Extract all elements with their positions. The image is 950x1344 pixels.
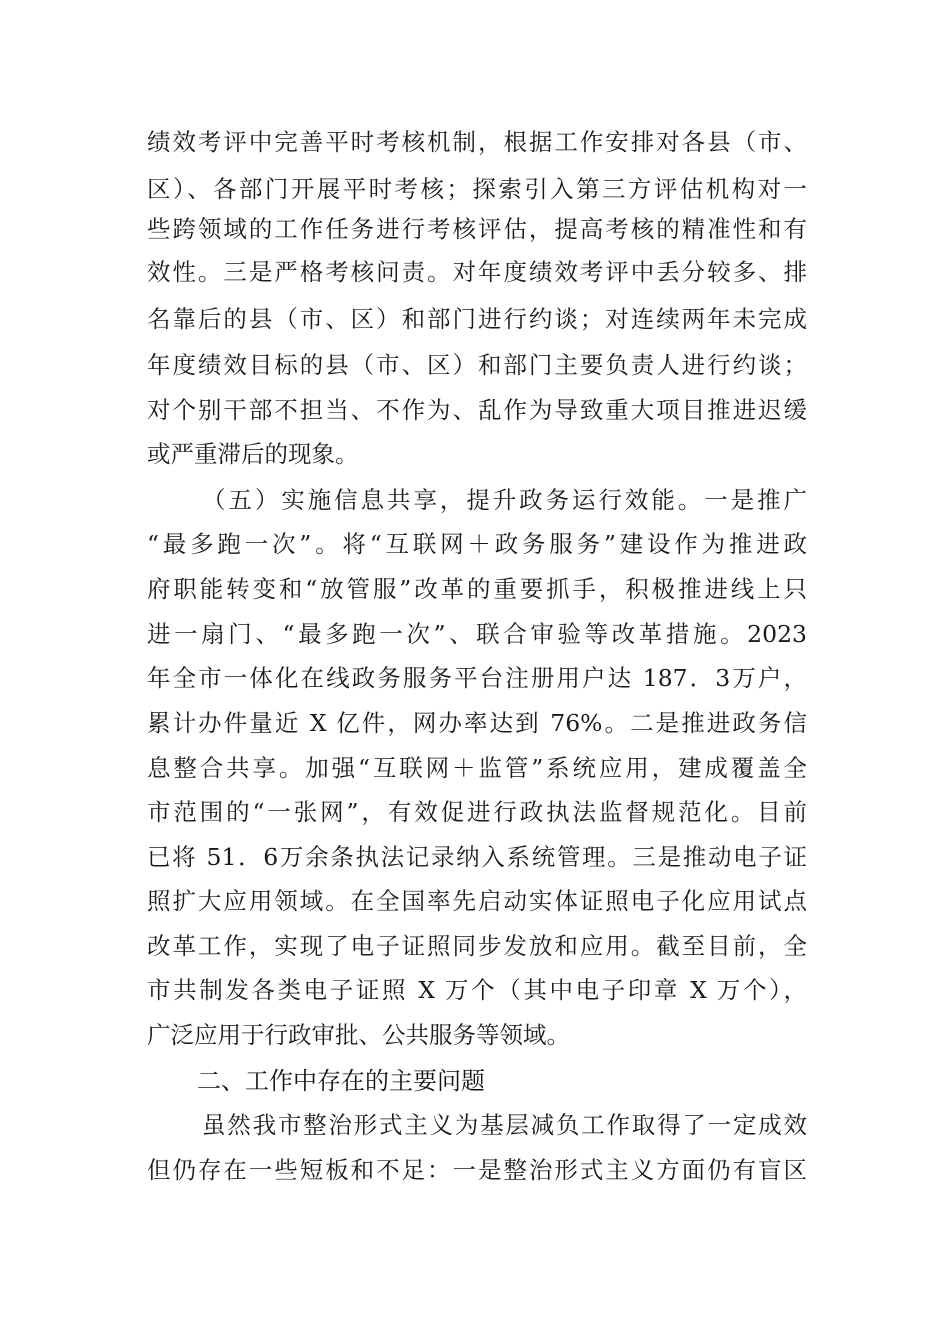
paragraph-2-line-8: 市范围的“一张网”，有效促进行政执法监督规范化。目前 [147, 798, 807, 826]
paragraph-2-line-1: （五）实施信息共享，提升政务运行效能。一是推广 [202, 486, 807, 514]
paragraph-1-line-7: 对个别干部不担当、不作为、乱作为导致重大项目推进迟缓 [147, 396, 807, 424]
paragraph-3-line-1: 虽然我市整治形式主义为基层减负工作取得了一定成效 [202, 1111, 807, 1139]
paragraph-2-line-10: 照扩大应用领域。在全国率先启动实体证照电子化应用试点 [147, 887, 807, 915]
paragraph-2-line-4: 进一扇门、“最多跑一次”、联合审验等改革措施。2023 [147, 620, 807, 648]
paragraph-1-line-8: 或严重滞后的现象。 [147, 440, 359, 468]
paragraph-1-line-6: 年度绩效目标的县（市、区）和部门主要负责人进行约谈； [147, 351, 807, 379]
paragraph-1-line-3: 些跨领域的工作任务进行考核评估，提高考核的精准性和有 [147, 215, 807, 243]
paragraph-1-line-5: 名靠后的县（市、区）和部门进行约谈；对连续两年未完成 [147, 305, 807, 333]
section-heading: 二、工作中存在的主要问题 [197, 1067, 485, 1095]
paragraph-1-line-2: 区）、各部门开展平时考核；探索引入第三方评估机构对一 [147, 175, 807, 203]
paragraph-2-line-12: 市共制发各类电子证照 X 万个（其中电子印章 X 万个）， [147, 976, 807, 1004]
paragraph-2-line-6: 累计办件量近 X 亿件，网办率达到 76%。二是推进政务信 [147, 709, 807, 737]
paragraph-2-line-2: “最多跑一次”。将“互联网＋政务服务”建设作为推进政 [147, 530, 807, 558]
paragraph-2-line-3: 府职能转变和“放管服”改革的重要抓手，积极推进线上只 [147, 575, 807, 603]
paragraph-2-line-11: 改革工作，实现了电子证照同步发放和应用。截至目前，全 [147, 932, 807, 960]
paragraph-2-line-9: 已将 51．6万余条执法记录纳入系统管理。三是推动电子证 [147, 843, 807, 871]
paragraph-2-line-5: 年全市一体化在线政务服务平台注册用户达 187．3万户， [147, 664, 807, 692]
paragraph-1-line-1: 绩效考评中完善平时考核机制，根据工作安排对各县（市、 [147, 128, 807, 156]
paragraph-3-line-2: 但仍存在一些短板和不足：一是整治形式主义方面仍有盲区 [147, 1156, 807, 1184]
paragraph-2-line-7: 息整合共享。加强“互联网＋监管”系统应用，建成覆盖全 [147, 754, 807, 782]
paragraph-1-line-4: 效性。三是严格考核问责。对年度绩效考评中丢分较多、排 [147, 258, 807, 286]
paragraph-2-line-13: 广泛应用于行政审批、公共服务等领域。 [147, 1021, 570, 1049]
